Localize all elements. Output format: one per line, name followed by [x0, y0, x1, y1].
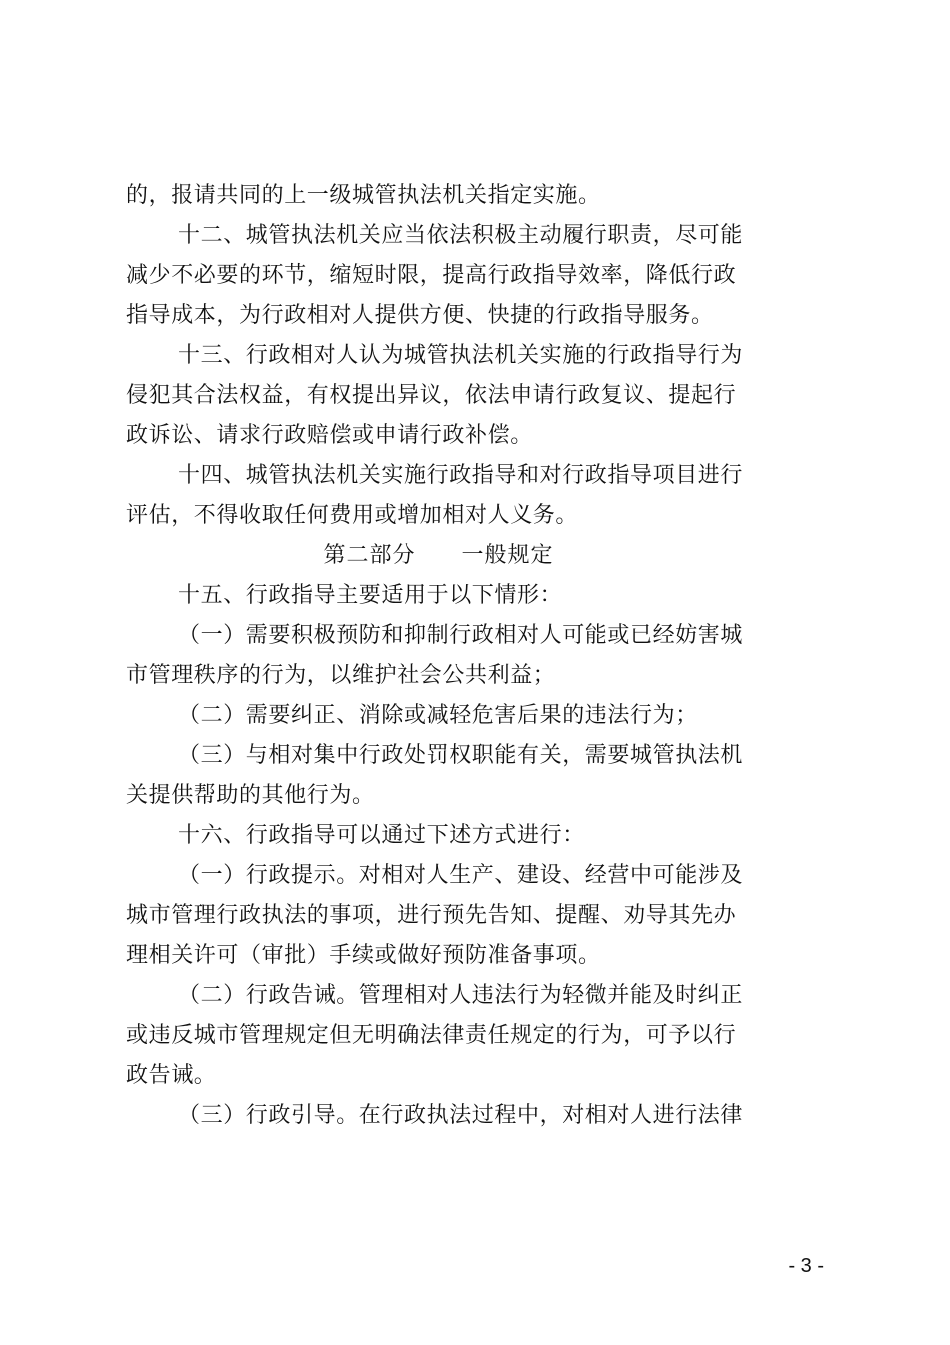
text-line: （一）需要积极预防和抑制行政相对人可能或已经妨害城 — [178, 623, 744, 648]
text-line: 关提供帮助的其他行为。 — [126, 783, 375, 808]
text-line: （三）行政引导。在行政执法过程中，对相对人进行法律 — [178, 1103, 744, 1128]
document-body — [126, 176, 751, 1136]
text-line: 市管理秩序的行为，以维护社会公共利益； — [126, 663, 556, 688]
text-line: 十三、行政相对人认为城管执法机关实施的行政指导行为 — [178, 343, 744, 368]
text-line: （二）行政告诫。管理相对人违法行为轻微并能及时纠正 — [178, 983, 744, 1008]
text-line: 指导成本，为行政相对人提供方便、快捷的行政指导服务。 — [126, 303, 714, 328]
text-line: 理相关许可（审批）手续或做好预防准备事项。 — [126, 943, 601, 968]
text-line: 十五、行政指导主要适用于以下情形： — [178, 583, 563, 608]
text-line: 或违反城市管理规定但无明确法律责任规定的行为，可予以行 — [126, 1023, 737, 1048]
text-line: 评估，不得收取任何费用或增加相对人义务。 — [126, 503, 579, 528]
text-line: 城市管理行政执法的事项，进行预先告知、提醒、劝导其先办 — [126, 903, 737, 928]
text-line: 政告诫。 — [126, 1063, 217, 1088]
text-line: 十二、城管执法机关应当依法积极主动履行职责，尽可能 — [178, 223, 744, 248]
text-line: 十六、行政指导可以通过下述方式进行： — [178, 823, 585, 848]
text-line: 侵犯其合法权益，有权提出异议，依法申请行政复议、提起行 — [126, 383, 737, 408]
text-line: 政诉讼、请求行政赔偿或申请行政补偿。 — [126, 423, 533, 448]
text-line: （三）与相对集中行政处罚权职能有关，需要城管执法机 — [178, 743, 744, 768]
text-line: 减少不必要的环节，缩短时限，提高行政指导效率，降低行政 — [126, 263, 737, 288]
text-line: 的，报请共同的上一级城管执法机关指定实施。 — [126, 183, 601, 208]
section-heading: 第二部分 一般规定 — [323, 543, 554, 568]
text-line: （二）需要纠正、消除或减轻危害后果的违法行为； — [178, 703, 698, 728]
text-line: （一）行政提示。对相对人生产、建设、经营中可能涉及 — [178, 863, 744, 888]
page-number: - 3 - — [788, 1255, 824, 1277]
text-line: 十四、城管执法机关实施行政指导和对行政指导项目进行 — [178, 463, 744, 488]
